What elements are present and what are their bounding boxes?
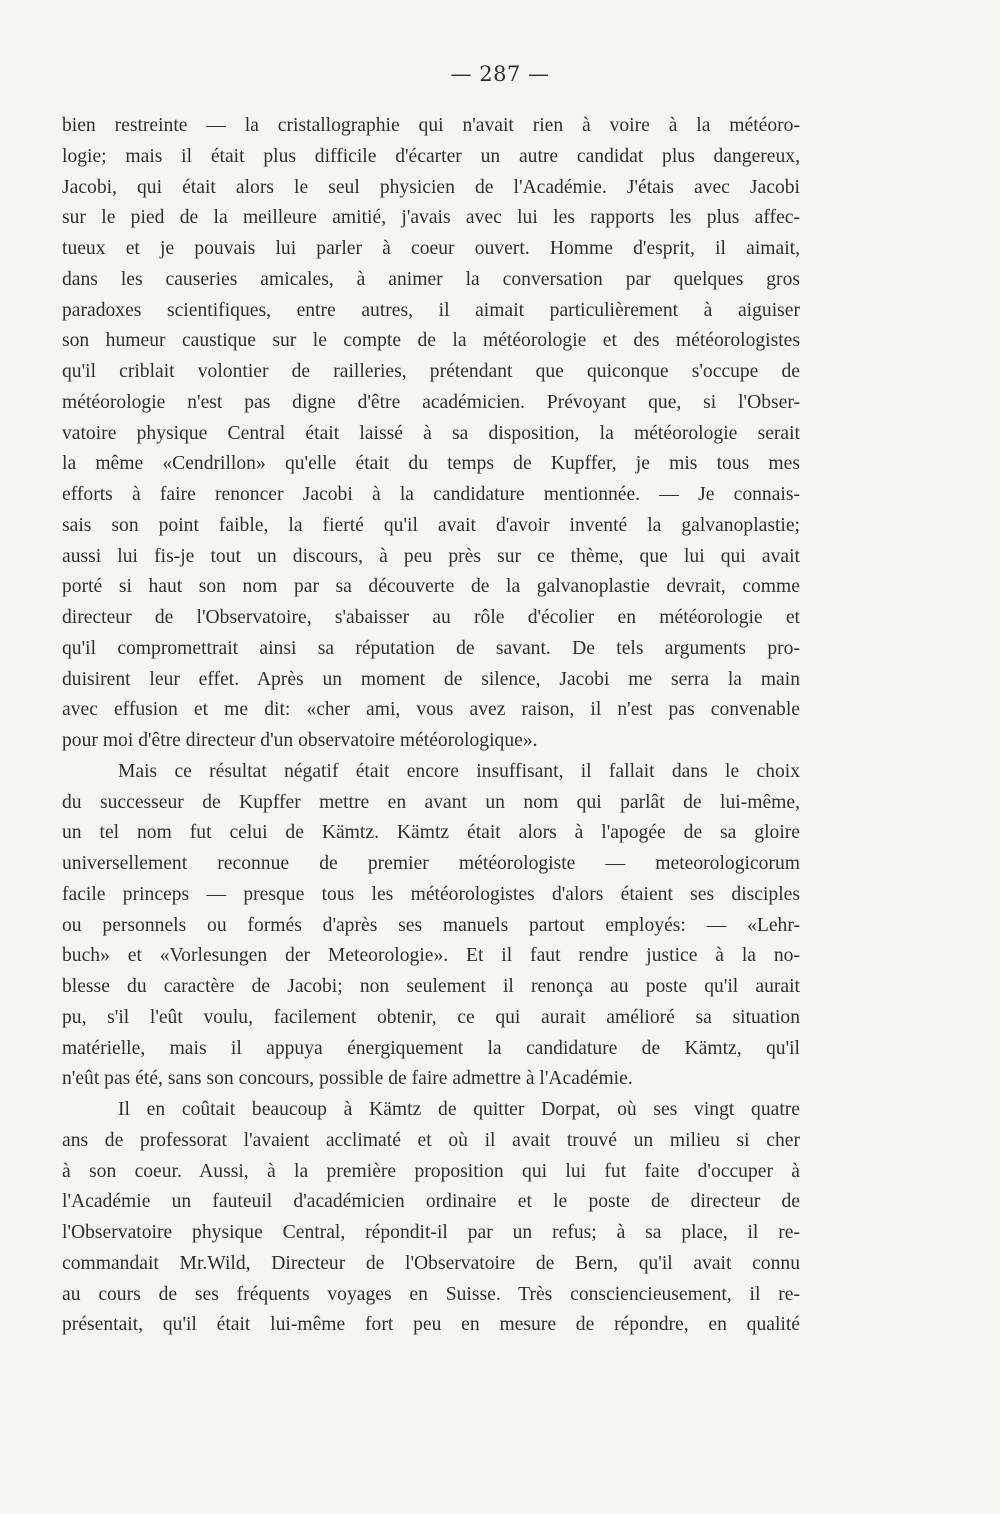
text-line: avec effusion et me dit: «cher ami, vous avez raison, il n'est pas convenable — [62, 699, 800, 721]
text-line: universellement reconnue de premier météorologiste — meteorologicorum — [62, 853, 800, 874]
text-line: à son coeur. Aussi, à la première proposition qui lui fut faite d'occuper à — [62, 1160, 800, 1182]
text-line: pour moi d'être directeur d'un observatoire météorologique». — [62, 730, 538, 751]
text-line: dans les causeries amicales, à animer la conversation par quelques gros — [62, 268, 800, 290]
text-line: météorologie n'est pas digne d'être académicien. Prévoyant que, si l'Obser- — [62, 391, 800, 413]
text-line: présentait, qu'il était lui-même fort peu en mesure de répondre, en qualité — [62, 1314, 800, 1336]
text-line: n'eût pas été, sans son concours, possible de faire admettre à l'Académie. — [62, 1068, 633, 1090]
text-line: porté si haut son nom par sa découverte de la galvanoplastie devrait, comme — [62, 576, 800, 598]
text-line: buch» et «Vorlesungen der Meteorologie». Et il faut rendre justice à la no- — [62, 945, 800, 967]
paragraph — [62, 757, 800, 1095]
text-line: matérielle, mais il appuya énergiquement la candidature de Kämtz, qu'il — [62, 1037, 800, 1059]
text-line: Jacobi, qui était alors le seul physicien de l'Académie. J'étais avec Jacobi — [62, 176, 800, 198]
text-line: son humeur caustique sur le compte de la météorologie et des météorologistes — [62, 330, 800, 352]
text-line: qu'il compromettrait ainsi sa réputation de savant. De tels arguments pro- — [62, 637, 800, 659]
text-line: au cours de ses fréquents voyages en Suisse. Très consciencieusement, il re- — [62, 1283, 800, 1305]
text-line: directeur de l'Observatoire, s'abaisser au rôle d'écolier en météorologie et — [62, 607, 800, 628]
text-line: duisirent leur effet. Après un moment de silence, Jacobi me serra la main — [62, 668, 800, 690]
paragraph — [62, 111, 800, 757]
paragraph — [62, 1095, 800, 1341]
text-line: ou personnels ou formés d'après ses manuels partout employés: — «Lehr- — [62, 914, 800, 936]
text-line: Il en coûtait beaucoup à Kämtz de quitter Dorpat, où ses vingt quatre — [118, 1099, 800, 1120]
text-line: vatoire physique Central était laissé à sa disposition, la météorologie serait — [62, 422, 800, 444]
text-line: blesse du caractère de Jacobi; non seulement il renonça au poste qu'il aurait — [62, 976, 800, 997]
text-line: un tel nom fut celui de Kämtz. Kämtz était alors à l'apogée de sa gloire — [62, 822, 800, 844]
text-line: tueux et je pouvais lui parler à coeur ouvert. Homme d'esprit, il aimait, — [62, 238, 800, 259]
text-line: sais son point faible, la fierté qu'il avait d'avoir inventé la galvanoplastie; — [62, 514, 800, 536]
text-line: du successeur de Kupffer mettre en avant un nom qui parlât de lui-même, — [62, 791, 800, 813]
text-line: bien restreinte — la cristallographie qui n'avait rien à voire à la météoro- — [62, 115, 800, 136]
text-line: facile princeps — presque tous les météorologistes d'alors étaient ses disciples — [62, 883, 800, 905]
text-line: la même «Cendrillon» qu'elle était du temps de Kupffer, je mis tous mes — [62, 453, 800, 475]
text-line: qu'il criblait volontier de railleries, prétendant que quiconque s'occupe de — [62, 361, 800, 382]
text-line: ans de professorat l'avaient acclimaté et où il avait trouvé un milieu si cher — [62, 1129, 800, 1151]
text-line: paradoxes scientifiques, entre autres, il aimait particulièrement à aiguiser — [62, 299, 800, 321]
text-line: Mais ce résultat négatif était encore insuffisant, il fallait dans le choix — [118, 760, 800, 782]
text-line: sur le pied de la meilleure amitié, j'avais avec lui les rapports les plus affec- — [62, 207, 800, 229]
text-line: efforts à faire renoncer Jacobi à la candidature mentionnée. — Je connais- — [62, 484, 800, 505]
text-line: commandait Mr.Wild, Directeur de l'Observatoire de Bern, qu'il avait connu — [62, 1252, 800, 1274]
text-line: logie; mais il était plus difficile d'écarter un autre candidat plus dangereux, — [62, 145, 800, 167]
text-line: pu, s'il l'eût voulu, facilement obtenir, ce qui aurait amélioré sa situation — [62, 1006, 800, 1028]
page-number: — 287 — — [450, 62, 550, 86]
body-text — [62, 111, 800, 1341]
text-line: aussi lui fis-je tout un discours, à peu près sur ce thème, que lui qui avait — [62, 545, 800, 567]
text-line: l'Académie un fauteuil d'académicien ordinaire et le poste de directeur de — [62, 1191, 800, 1213]
text-line: l'Observatoire physique Central, répondit-il par un refus; à sa place, il re- — [62, 1222, 800, 1243]
